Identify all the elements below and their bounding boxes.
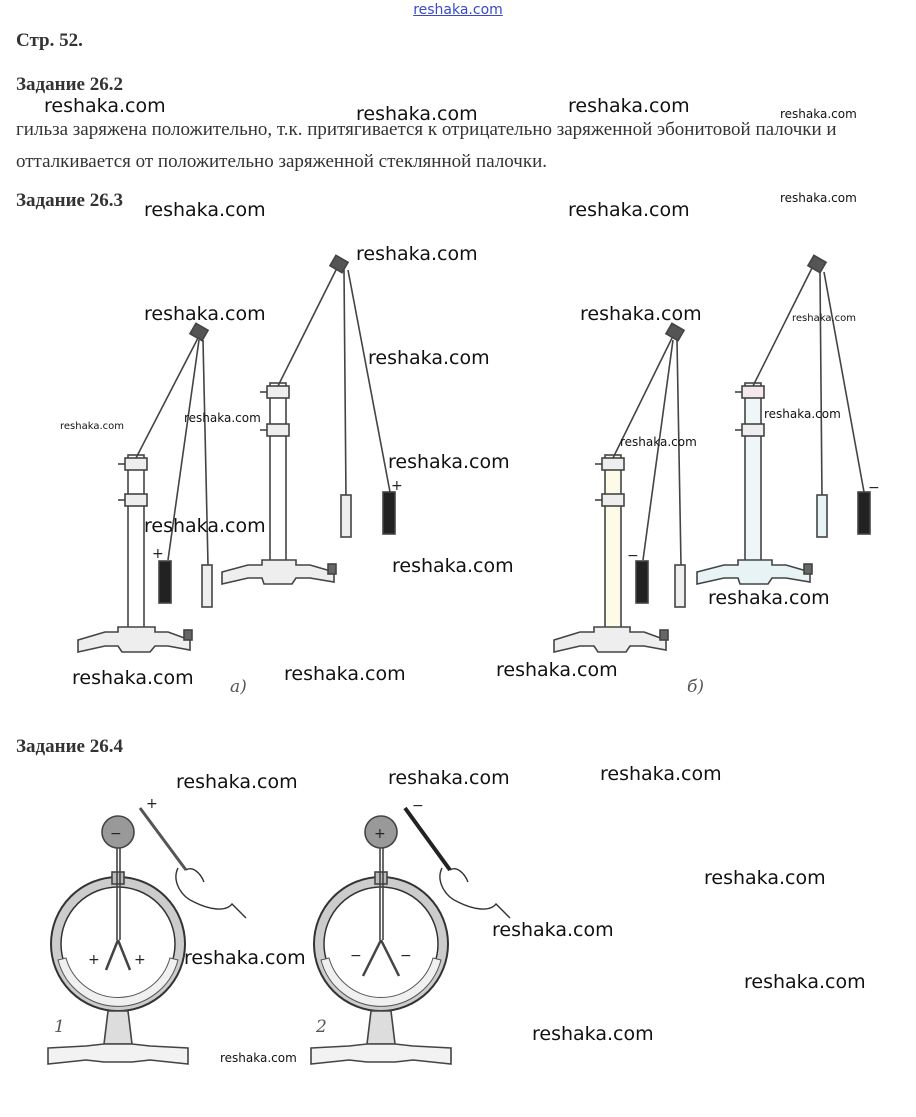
watermark: reshaka.com: [780, 191, 857, 205]
site-header-link[interactable]: reshaka.com: [413, 2, 503, 18]
task-26-2-text: гильза заряжена положительно, т.к. притягивается к отрицательно заряженной эбонитовой палочки и отталкивается от положительно заряженной стеклянной палочки.: [16, 119, 837, 172]
electroscope-2: [311, 808, 510, 1064]
watermark: reshaka.com: [600, 763, 722, 785]
sign-b-left: −: [627, 548, 639, 564]
page-label: Стр. 52.: [16, 30, 83, 51]
rod-sign-1: +: [146, 796, 158, 812]
figure-label-a: а): [230, 677, 247, 697]
watermark: reshaka.com: [144, 515, 266, 537]
watermark: reshaka.com: [744, 971, 866, 993]
watermark: reshaka.com: [144, 303, 266, 325]
watermark: reshaka.com: [708, 587, 830, 609]
watermark: reshaka.com: [492, 919, 614, 941]
watermark: reshaka.com: [184, 947, 306, 969]
watermark: reshaka.com: [532, 1023, 654, 1045]
electroscope-1: [48, 808, 246, 1064]
watermark: reshaka.com: [568, 95, 690, 117]
watermark: reshaka.com: [144, 199, 266, 221]
task-26-3-title: Задание 26.3: [16, 190, 123, 211]
watermark: reshaka.com: [368, 347, 490, 369]
task-26-4-title: Задание 26.4: [16, 736, 123, 757]
watermark: reshaka.com: [44, 95, 166, 117]
watermark: reshaka.com: [356, 243, 478, 265]
watermark: reshaka.com: [620, 435, 697, 449]
watermark: reshaka.com: [220, 1051, 297, 1065]
watermark: reshaka.com: [792, 313, 856, 324]
watermark: reshaka.com: [388, 451, 510, 473]
watermark: reshaka.com: [496, 659, 618, 681]
watermark: reshaka.com: [72, 667, 194, 689]
figure-label-1: 1: [54, 1017, 65, 1037]
watermark: reshaka.com: [356, 103, 478, 125]
task-26-2-title: Задание 26.2: [16, 74, 123, 95]
sign-a-left: +: [152, 546, 164, 562]
watermark: reshaka.com: [392, 555, 514, 577]
watermark: reshaka.com: [580, 303, 702, 325]
watermark: reshaka.com: [184, 411, 261, 425]
watermark: reshaka.com: [568, 199, 690, 221]
watermark: reshaka.com: [704, 867, 826, 889]
leaf-sign-2-left: −: [350, 948, 362, 964]
watermark: reshaka.com: [60, 421, 124, 432]
watermark: reshaka.com: [764, 407, 841, 421]
watermark: reshaka.com: [284, 663, 406, 685]
rod-sign-2: −: [412, 798, 424, 814]
watermark: reshaka.com: [780, 107, 857, 121]
ball-sign-1: −: [110, 826, 122, 842]
ball-sign-2: +: [374, 826, 386, 842]
watermark: reshaka.com: [176, 771, 298, 793]
sign-a-right: +: [391, 478, 403, 494]
leaf-sign-2-right: −: [400, 948, 412, 964]
leaf-sign-1-left: +: [88, 952, 100, 968]
figure-label-2: 2: [316, 1017, 327, 1037]
sign-b-right: −: [868, 480, 880, 496]
figure-label-b: б): [687, 677, 705, 697]
leaf-sign-1-right: +: [134, 952, 146, 968]
watermark: reshaka.com: [388, 767, 510, 789]
